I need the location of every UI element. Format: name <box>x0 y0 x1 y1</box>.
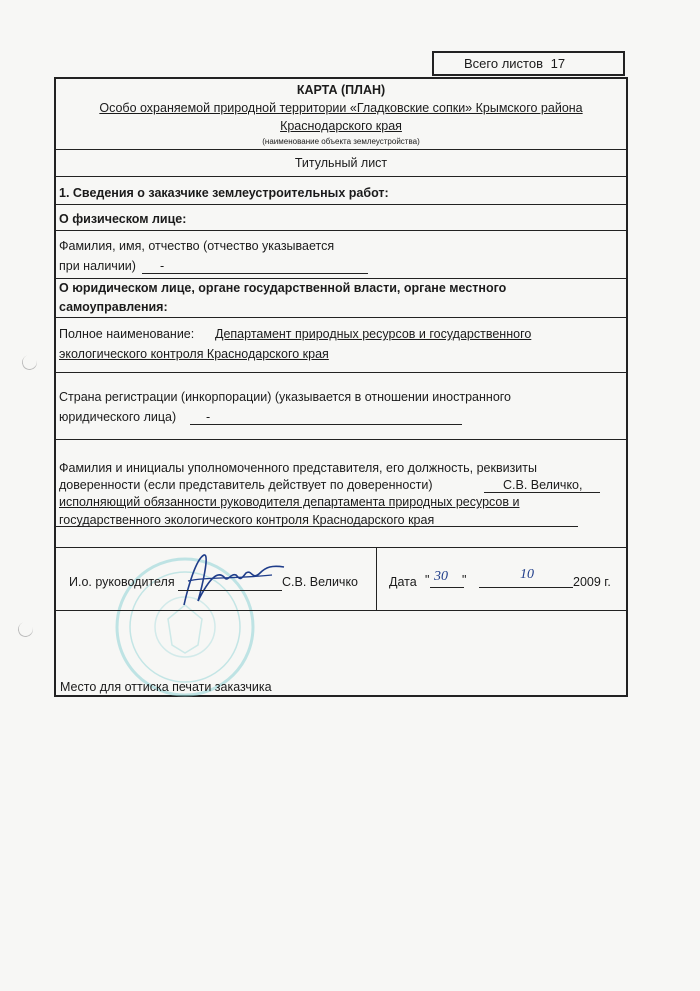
divider <box>56 204 626 205</box>
divider <box>56 278 626 279</box>
country-value: - <box>206 410 211 424</box>
binder-hole-mark <box>16 620 35 639</box>
fill-line <box>190 424 462 425</box>
legal-entity-heading-line-1: О юридическом лице, органе государственной власти, органе местного <box>59 281 507 295</box>
divider <box>56 176 626 177</box>
representative-value-line-1: С.В. Величко, <box>503 478 583 492</box>
divider <box>56 372 626 373</box>
object-name-line-2: Краснодарского края <box>280 119 402 133</box>
title-form <box>54 77 628 697</box>
sheets-count-box <box>432 51 625 76</box>
signature-line <box>178 590 282 591</box>
object-name-line-1: Особо охраняемой природной территории «Гладковские сопки» Крымского района <box>99 101 583 115</box>
fill-line <box>56 526 578 527</box>
customer-section-heading: 1. Сведения о заказчике землеустроительных работ: <box>59 186 389 200</box>
divider <box>56 439 626 440</box>
date-label: Дата <box>389 575 417 589</box>
fill-line <box>430 587 464 588</box>
date-day: 30 <box>434 569 448 584</box>
fill-line <box>479 587 573 588</box>
date-quote-open: " <box>425 573 430 587</box>
date-quote-close: " <box>462 573 467 587</box>
legal-entity-heading-line-2: самоуправления: <box>59 300 168 314</box>
divider <box>56 547 626 548</box>
date-month: 10 <box>520 567 534 582</box>
full-name-value-line-1: Департамент природных ресурсов и государственного <box>215 327 532 341</box>
individual-name-label-line-2: при наличии) <box>59 259 136 273</box>
fill-line <box>142 273 368 274</box>
title-sheet-label: Титульный лист <box>294 156 388 170</box>
individual-heading: О физическом лице: <box>59 212 187 226</box>
country-label-line-2: юридического лица) <box>59 410 177 424</box>
representative-label-line-1: Фамилия и инициалы уполномоченного представителя, его должность, реквизиты <box>59 461 537 475</box>
representative-value-line-3: государственного экологического контроля Краснодарского края <box>59 513 435 527</box>
representative-value-line-2: исполняющий обязанности руководителя департамента природных ресурсов и <box>59 495 520 509</box>
sheets-count: 17 <box>550 56 566 71</box>
object-name-caption: (наименование объекта землеустройства) <box>262 137 420 146</box>
divider <box>56 317 626 318</box>
document-heading: КАРТА (ПЛАН) <box>296 83 386 97</box>
divider <box>56 610 626 611</box>
divider <box>56 230 626 231</box>
position-label: И.о. руководителя <box>69 575 175 589</box>
fill-line <box>484 492 600 493</box>
binder-hole-mark <box>20 353 39 372</box>
signer-name: С.В. Величко <box>282 575 359 589</box>
individual-name-label-line-1: Фамилия, имя, отчество (отчество указывается <box>59 239 335 253</box>
full-name-label: Полное наименование: <box>59 327 195 341</box>
country-label-line-1: Страна регистрации (инкорпорации) (указывается в отношении иностранного <box>59 390 512 404</box>
individual-name-value: - <box>160 259 165 273</box>
representative-label-line-2: доверенности (если представитель действует по доверенности) <box>59 478 433 492</box>
stamp-place-label: Место для оттиска печати заказчика <box>60 680 272 694</box>
divider <box>56 149 626 150</box>
divider <box>376 547 377 610</box>
full-name-value-line-2: экологического контроля Краснодарского края <box>59 347 329 361</box>
sheets-label: Всего листов <box>464 56 543 71</box>
handwritten-signature <box>174 547 294 617</box>
date-year: 2009 г. <box>573 575 611 589</box>
